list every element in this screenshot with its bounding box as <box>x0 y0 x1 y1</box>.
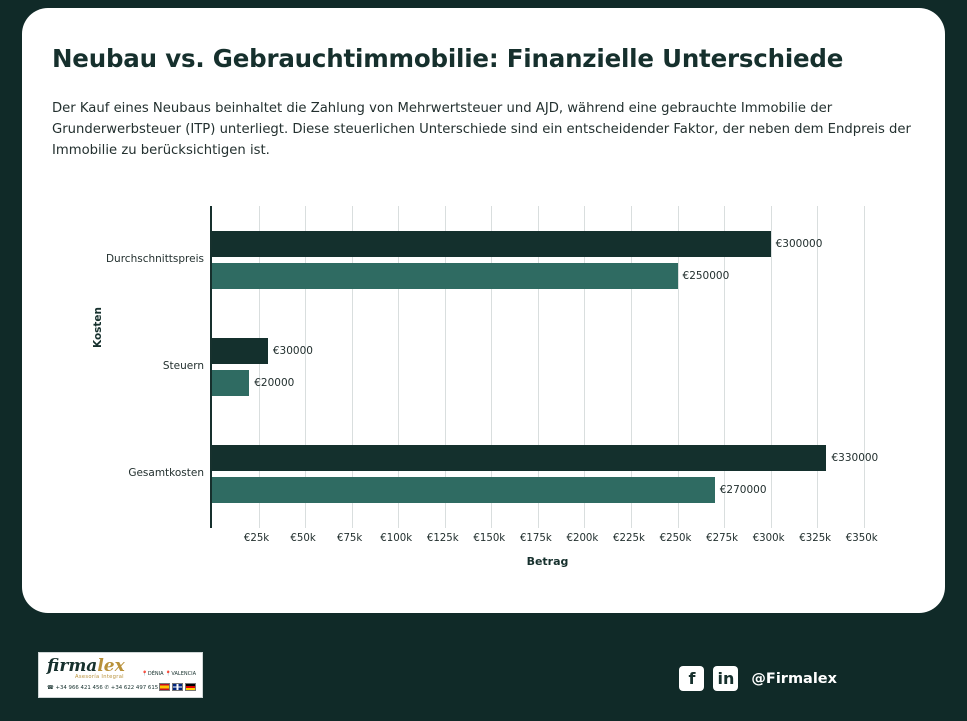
bar-value-label: €20000 <box>254 377 295 389</box>
bar-value-label: €330000 <box>831 452 879 465</box>
bar-value-label: €30000 <box>272 345 313 357</box>
bar <box>212 445 826 471</box>
linkedin-icon[interactable]: in <box>713 666 738 691</box>
x-tick-label: €225k <box>613 533 645 544</box>
company-logo <box>38 652 203 698</box>
bar <box>212 370 249 396</box>
bar <box>212 477 715 503</box>
plot-area <box>210 206 885 528</box>
logo-phone-1: +34 966 421 456 <box>55 685 103 691</box>
bar <box>212 231 771 257</box>
x-tick-label: €175k <box>519 533 552 544</box>
flag-germany-icon <box>185 683 196 691</box>
bar-value-label: €270000 <box>719 484 767 497</box>
x-tick-label: €50k <box>290 533 316 544</box>
location-pin-icon: 📍 <box>141 671 148 677</box>
bar-value-label: €300000 <box>775 237 823 250</box>
whatsapp-icon: ✆ <box>104 685 110 691</box>
location-pin-icon-2: 📍 <box>165 671 172 677</box>
y-tick-label: Gesamtkosten <box>128 467 204 480</box>
x-axis-title: Betrag <box>526 555 569 568</box>
logo-name-second: lex <box>97 656 125 676</box>
gridline <box>771 206 772 528</box>
intro-paragraph: Der Kauf eines Neubaus beinhaltet die Zahlung von Mehrwertsteuer und AJD, während eine gebrauchte Immobilie der Grunderwerbsteuer (ITP) unterliegt. Diese steuerlichen Unterschiede sind ein entscheidender Faktor, der neben dem Endpreis der Immobilie zu berücksichtigen ist. <box>52 101 911 158</box>
content-card <box>22 8 945 613</box>
x-tick-label: €125k <box>426 533 459 544</box>
logo-wordmark <box>47 656 125 676</box>
logo-contact <box>47 685 158 691</box>
x-tick-label: €75k <box>336 533 363 544</box>
x-tick-label: €200k <box>566 533 599 544</box>
x-tick-label: €25k <box>243 533 270 544</box>
flag-spain-icon <box>159 683 170 691</box>
logo-cities <box>142 671 196 677</box>
logo-phone-2: +34 622 497 615 <box>110 685 159 691</box>
bar-value-label: €250000 <box>682 269 730 282</box>
bar <box>212 263 678 289</box>
y-axis-title: Kosten <box>92 306 104 348</box>
language-flags <box>159 683 196 691</box>
logo-name-first: firma <box>47 656 98 676</box>
y-axis-ticks <box>52 206 204 528</box>
facebook-icon[interactable]: f <box>679 666 704 691</box>
bar-chart <box>52 193 917 583</box>
x-tick-label: €300k <box>752 533 785 544</box>
x-tick-label: €250k <box>659 533 692 544</box>
phone-icon: ☎ <box>47 685 54 691</box>
y-tick-label: Steuern <box>162 360 204 372</box>
social-handle: @Firmalex <box>751 670 837 687</box>
flag-uk-icon <box>172 683 183 691</box>
bar <box>212 338 268 364</box>
x-tick-label: €325k <box>799 533 832 544</box>
logo-city-1: DÉNIA <box>147 671 164 677</box>
logo-tagline: Asesoría Integral <box>75 674 124 680</box>
x-tick-label: €275k <box>706 533 738 544</box>
page-title: Neubau vs. Gebrauchtimmobilie: Finanzielle Unterschiede <box>52 44 844 73</box>
x-tick-label: €100k <box>380 533 413 544</box>
gridline <box>864 206 865 528</box>
x-tick-label: €350k <box>845 533 878 544</box>
y-tick-label: Durchschnittspreis <box>105 252 204 265</box>
x-tick-label: €150k <box>473 533 506 544</box>
social-bar <box>679 666 837 691</box>
logo-city-2: VALENCIA <box>171 671 196 677</box>
